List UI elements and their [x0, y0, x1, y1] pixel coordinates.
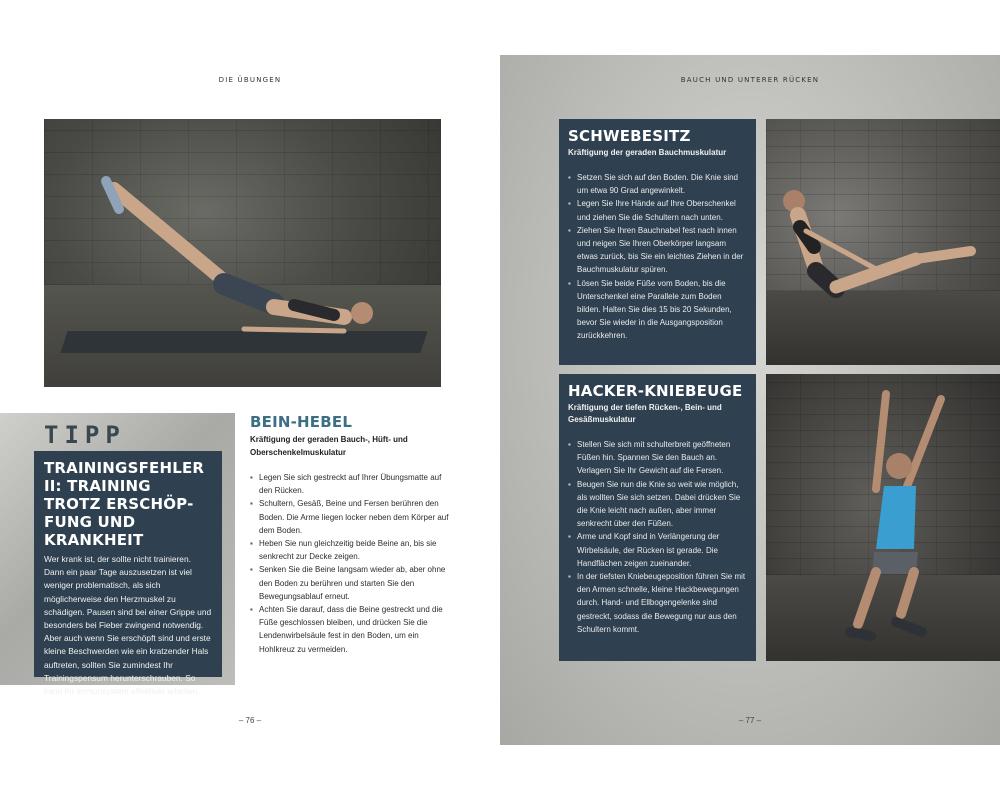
exercise-step: ▪ Legen Sie sich gestreckt auf Ihrer Übungsmatte auf den Rücken.: [250, 471, 455, 497]
exercise-step: ▪ Heben Sie nun gleichzeitig beide Beine an, bis sie senkrecht zur Decke zeigen.: [250, 537, 455, 563]
exercise-step: ▪ Senken Sie die Beine langsam wieder ab, aber ohne den Boden zu berühren und starten Sie den Bewegungsablauf erneut.: [250, 563, 455, 603]
exercise-step: ▪ Schultern, Gesäß, Beine und Fersen berühren den Boden. Die Arme liegen locker neben dem Körper auf dem Boden.: [250, 497, 455, 537]
exercise-steps: [568, 438, 747, 636]
exercise-subtitle: Kräftigung der geraden Bauch-, Hüft- und Oberschenkelmuskulatur: [250, 435, 408, 457]
tipp-text: Wer krank ist, der sollte nicht trainieren. Dann ein paar Tage auszusetzen ist viel weniger problematisch, als sich möglicherweise den Herzmuskel zu schädigen. Pausen sind bei einer Grippe und besonders bei Fieber zwingend notwendig. Aber auch wenn Sie erschöpft sind und erste kleine Beschwerden wie ein kratzender Hals auftreten, sollten Sie zumindest Ihr Trainingspensum herunterschrauben. So kann Ihr Immunsystem effektiver arbeiten.: [44, 554, 212, 697]
running-head-left: DIE ÜBUNGEN: [218, 76, 282, 84]
tipp-heading: TRAININGSFEHLER II: TRAINING TROTZ ERSCHÖP-FUNG UND KRANKHEIT: [44, 459, 205, 549]
exercise-subtitle: Kräftigung der geraden Bauchmuskulatur: [568, 148, 727, 157]
exercise-step: ▪ Setzen Sie sich auf den Boden. Die Knie sind um etwa 90 Grad angewinkelt.: [568, 171, 747, 197]
running-head-right: BAUCH UND UNTERER RÜCKEN: [680, 76, 820, 84]
page-number-left: – 76 –: [238, 716, 262, 725]
hacker-kniebeuge-photo: [766, 374, 1000, 661]
exercise-schwebesitz: [559, 119, 756, 365]
page-77: [500, 55, 1000, 745]
exercise-title: SCHWEBESITZ: [568, 127, 691, 145]
exercise-hacker-kniebeuge: [559, 374, 756, 661]
squat-figure: [766, 374, 1000, 661]
tipp-content: [34, 451, 222, 697]
exercise-step: ▪ Legen Sie Ihre Hände auf Ihre Oberschenkel und ziehen Sie die Schultern nach unten.: [568, 197, 747, 223]
exercise-step: ▪ Lösen Sie beide Füße vom Boden, bis die Unterschenkel eine Parallele zum Boden bilden. Halten Sie dies 15 bis 20 Sekunden, bevor Sie wieder in die Ausgangsposition zurückkehren.: [568, 277, 747, 343]
exercise-title: HACKER-KNIEBEUGE: [568, 382, 743, 400]
schwebesitz-photo: [766, 119, 1000, 365]
exercise-subtitle: Kräftigung der tiefen Rücken-, Bein- und Gesäßmuskulatur: [568, 403, 722, 424]
tipp-box: [0, 413, 235, 697]
leg-raise-photo: [44, 119, 441, 387]
exercise-step: ▪ Ziehen Sie Ihren Bauchnabel fest nach innen und neigen Sie Ihren Oberkörper langsam etwas zurück, bis Sie ein leichtes Ziehen in der Bauchmuskulatur spüren.: [568, 224, 747, 277]
leg-raise-figure: [44, 119, 441, 387]
exercise-step: ▪ Achten Sie darauf, dass die Beine gestreckt und die Füße geschlossen bleiben, und drücken Sie die Lendenwirbelsäule fest in den Boden, um ein Hohlkreuz zu vermeiden.: [250, 603, 455, 656]
page-number-right: – 77 –: [738, 716, 762, 725]
exercise-step: ▪ Stellen Sie sich mit schulterbreit geöffneten Füßen hin. Spannen Sie den Bauch an. Verlagern Sie Ihr Gewicht auf die Fersen.: [568, 438, 747, 478]
exercise-step: ▪ Beugen Sie nun die Knie so weit wie möglich, als wollten Sie sich setzen. Dabei drücken Sie die Knie leicht nach außen, aber immer senkrecht über den Füßen.: [568, 478, 747, 531]
tipp-label: TIPP: [44, 421, 126, 449]
exercise-steps: [568, 171, 747, 343]
page-76: [0, 55, 500, 745]
v-sit-figure: [766, 119, 1000, 365]
exercise-bein-hebel: [250, 413, 455, 656]
exercise-step: ▪ In der tiefsten Kniebeugeposition führen Sie mit den Armen schnelle, kleine Hackbewegungen durch. Hand- und Ellbogengelenke sind gestreckt, sodass die Bewegung nur aus den Schultern kommt.: [568, 570, 747, 636]
exercise-step: ▪ Arme und Kopf sind in Verlängerung der Wirbelsäule, der Rücken ist gerade. Die Handflächen zeigen zueinander.: [568, 530, 747, 570]
exercise-steps: [250, 471, 455, 656]
exercise-title: BEIN-HEBEL: [250, 413, 353, 431]
